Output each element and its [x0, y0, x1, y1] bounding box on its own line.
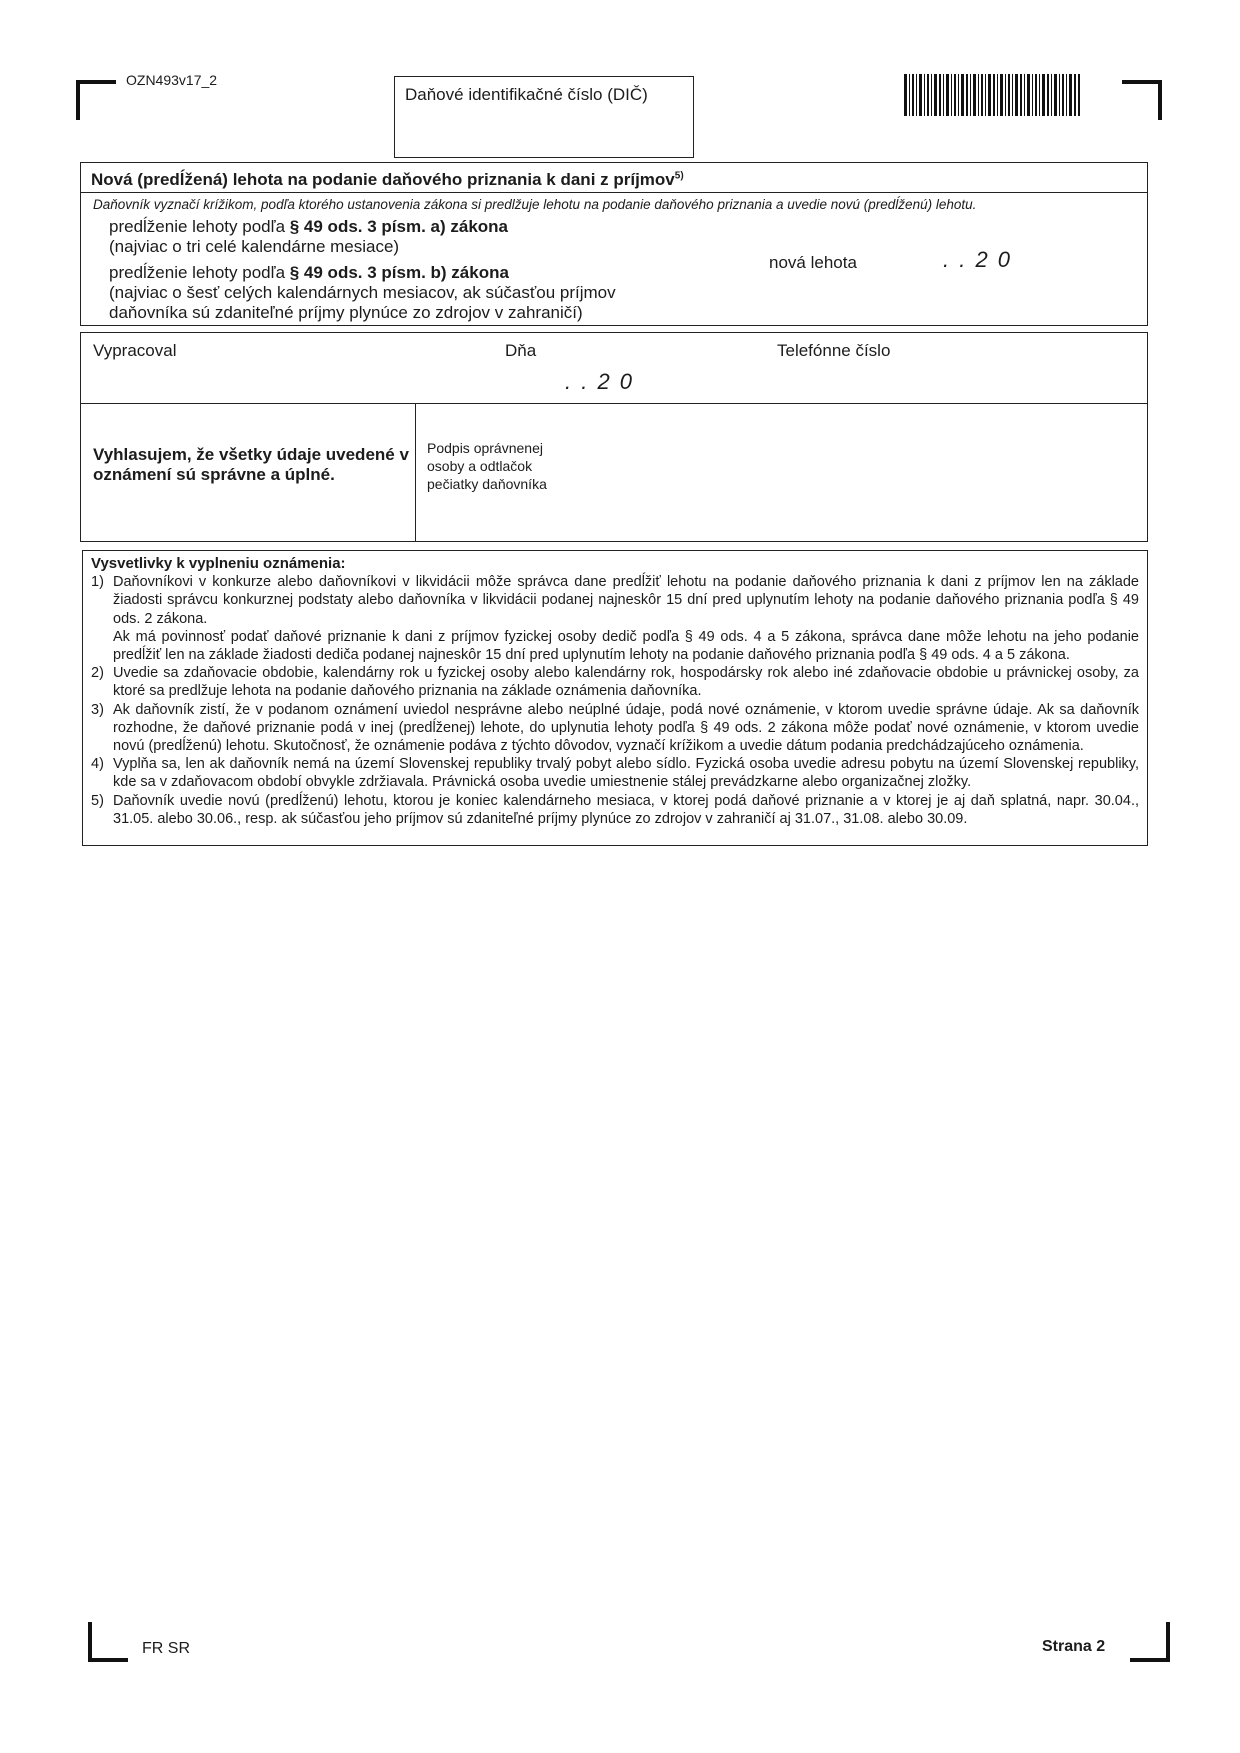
deadline-section: [80, 162, 1148, 326]
option-b-law-ref: § 49 ods. 3 písm. b) zákona: [289, 263, 509, 282]
option-b-detail-1: (najviac o šesť celých kalendárnych mesiacov, ak súčasťou príjmov: [109, 283, 616, 302]
note-text: Uvedie sa zdaňovacie obdobie, kalendárny rok u fyzickej osoby alebo kalendárny rok, hospodársky rok alebo iné zdaňovacie obdobie u právnickej osoby, za ktoré sa predlžuje lehota na podanie daňového priznania na základe oznámenia daňovníka.: [113, 665, 1139, 700]
declaration-text: Vyhlasujem, že všetky údaje uvedené v oznámení sú správne a úplné.: [93, 445, 409, 484]
divider: [81, 192, 1147, 193]
option-b[interactable]: [109, 263, 616, 323]
signature-label: Podpis oprávnenej osoby a odtlačok pečiatky daňovníka: [427, 440, 547, 492]
divider: [81, 403, 1147, 404]
note-text: Ak daňovník zistí, že v podanom oznámení uviedol nesprávne alebo neúplné údaje, podá nové oznámenie, v ktorom uvedie správne údaje. Ak sa daňovník rozhodne, že daňové priznanie podá v inej (predĺženej) lehote, do uplynutia lehoty podľa § 49 ods. 2 zákona môže podať nové oznámenie, v ktorom uvedie novú (predĺženú) lehotu. Skutočnosť, že oznámenie podáva z týchto dôvodov, vyznačí krížikom a uvedie dátum podania predchádzajúceho oznámenia.: [113, 701, 1139, 755]
note-text: Daňovník uvedie novú (predĺženú) lehotu, ktorou je koniec kalendárneho mesiaca, v ktorej podá daňové priznanie a v ktorej je aj daň splatná, napr. 30.04., 31.05. alebo 30.06., resp. ak súčasťou jeho príjmov sú zdaniteľné príjmy plynúce zo zdrojov v zahraničí aj 31.07., 31.08. alebo 30.09.: [113, 792, 1139, 827]
deadline-section-title: [91, 170, 684, 190]
barcode: [904, 74, 1080, 116]
corner-mark-bottom-left: [88, 1622, 128, 1662]
note-item: [91, 755, 1139, 791]
note-number: 3): [91, 701, 104, 718]
corner-mark-bottom-right: [1130, 1622, 1170, 1662]
deadline-title-footnote: 5): [674, 170, 684, 182]
option-a[interactable]: [109, 217, 508, 257]
notes-section: [82, 550, 1148, 846]
corner-mark-top-left: [76, 80, 116, 120]
page-number: Strana 2: [1042, 1638, 1106, 1655]
form-code: OZN493v17_2: [126, 72, 218, 88]
note-item: [91, 701, 1139, 756]
divider: [415, 403, 416, 541]
corner-mark-top-right: [1122, 80, 1162, 120]
dic-field[interactable]: [394, 76, 694, 158]
note-number: 5): [91, 792, 104, 809]
issuer-label: FR SR: [142, 1640, 190, 1657]
note-item: [91, 792, 1139, 828]
note-item: [91, 573, 1139, 664]
dic-label: Daňové identifikačné číslo (DIČ): [405, 85, 648, 104]
option-b-prefix: predĺženie lehoty podľa: [109, 263, 290, 282]
note-number: 2): [91, 665, 104, 682]
option-b-detail-2: daňovníka sú zdaniteľné príjmy plynúce zo zdrojov v zahraničí): [109, 303, 583, 322]
new-deadline-label: nová lehota: [769, 253, 857, 272]
note-number: 4): [91, 756, 104, 773]
prepared-by-label: Vypracoval: [93, 341, 177, 360]
option-a-prefix: predĺženie lehoty podľa: [109, 217, 290, 236]
note-item: [91, 664, 1139, 700]
note-text: Daňovníkovi v konkurze alebo daňovníkovi v likvidácii môže správca dane predĺžiť lehotu na podanie daňového priznania k dani z príjmov len na základe žiadosti správcu konkurznej podstaty alebo daňovníka v likvidácii podanej najneskôr 15 dní pred uplynutím lehoty na podanie daňového priznania podľa § 49 ods. 2 zákona.: [113, 574, 1139, 627]
note-text: Vyplňa sa, len ak daňovník nemá na území Slovenskej republiky trvalý pobyt alebo sídlo. Fyzická osoba uvedie adresu pobytu na území Slovenskej republiky, kde sa v zdaňovacom období obvykle zdržiavala. Právnická osoba uvedie umiestnenie stálej prevádzkarne alebo organizačnej zložky.: [113, 756, 1139, 791]
note-number: 1): [91, 574, 104, 591]
deadline-instruction: Daňovník vyznačí krížikom, podľa ktorého ustanovenia zákona si predlžuje lehotu na podanie daňového priznania a uvedie novú (predĺženú) lehotu.: [93, 197, 977, 212]
phone-label: Telefónne číslo: [777, 341, 891, 360]
notes-heading: Vysvetlivky k vyplneniu oznámenia:: [91, 555, 346, 572]
prepared-date-field[interactable]: . . 2 0: [565, 369, 635, 394]
new-deadline-date-field[interactable]: . . 2 0: [943, 247, 1013, 272]
signature-section: [80, 332, 1148, 542]
note-text-continued: Ak má povinnosť podať daňové priznanie k dani z príjmov fyzickej osoby dedič podľa § 49 ods. 4 a 5 zákona, správca dane môže lehotu na jeho podanie predĺžiť len na základe žiadosti dediča podanej najneskôr 15 dní pred uplynutím lehoty na podanie daňového priznania podľa § 49 ods. 4 a 5 zákona.: [113, 628, 1139, 664]
deadline-title-text: Nová (predĺžená) lehota na podanie daňového priznania k dani z príjmov: [91, 170, 675, 189]
option-a-law-ref: § 49 ods. 3 písm. a) zákona: [289, 217, 509, 236]
date-label: Dňa: [505, 341, 537, 360]
option-a-detail: (najviac o tri celé kalendárne mesiace): [109, 237, 400, 256]
